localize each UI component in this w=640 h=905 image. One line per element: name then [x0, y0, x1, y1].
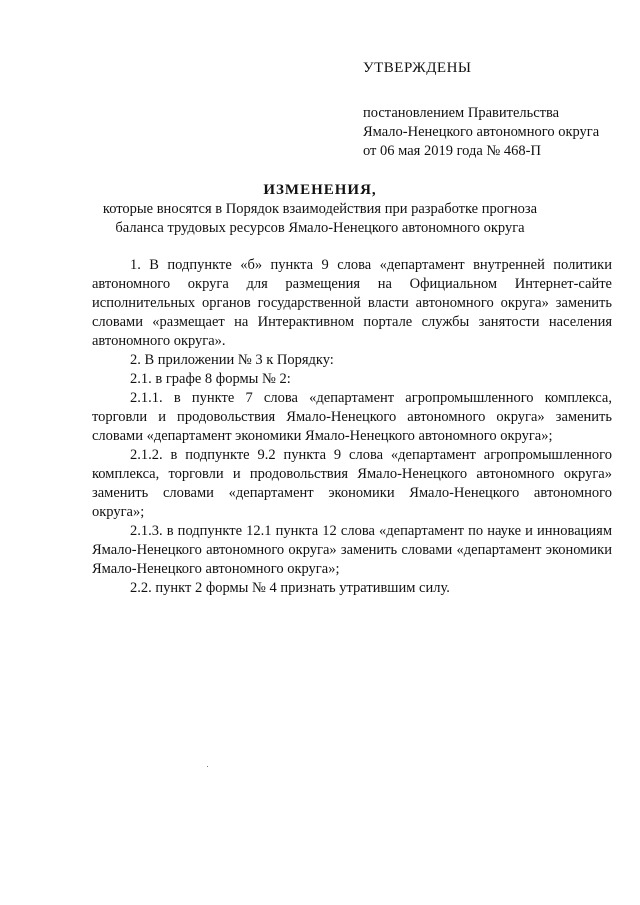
- paragraph-2-2: 2.2. пункт 2 формы № 4 признать утратившим силу.: [130, 580, 450, 596]
- paragraph-2-1-3: 2.1.3. в подпункте 12.1 пункта 12 слова «департамент по науке и инновациям Ямало-Ненецкого автономного округа» заменить словами «департамент экономики Ямало-Ненецкого автономного округа»;: [92, 523, 612, 577]
- document-subtitle-line-1: которые вносятся в Порядок взаимодействия при разработке прогноза: [102, 201, 538, 217]
- paragraph-2-1-1: 2.1.1. в пункте 7 слова «департамент агропромышленного комплекса, торговли и продовольствия Ямало-Ненецкого автономного округа» заменить словами «департамент экономики Ямало-Ненецкого автономного округа»;: [92, 390, 612, 444]
- approval-line-3: от 06 мая 2019 года № 468-П: [363, 143, 541, 159]
- approval-heading: УТВЕРЖДЕНЫ: [363, 60, 472, 76]
- approval-line-1: постановлением Правительства: [363, 105, 560, 121]
- document-body: [92, 256, 612, 598]
- title-block: [95, 180, 545, 238]
- scan-speck: [207, 766, 208, 767]
- paragraph-1: 1. В подпункте «б» пункта 9 слова «департамент внутренней политики автономного округа для размещения на Официальном Интернет-сайте исполнительных органов государственной власти автономного округа» заменить словами «размещает на Интерактивном портале службы занятости населения автономного округа».: [92, 257, 612, 349]
- paragraph-2-1: 2.1. в графе 8 формы № 2:: [130, 371, 291, 387]
- document-title: ИЗМЕНЕНИЯ,: [263, 182, 377, 198]
- approval-line-2: Ямало-Ненецкого автономного округа: [363, 124, 600, 140]
- paragraph-2-1-2: 2.1.2. в подпункте 9.2 пункта 9 слова «департамент агропромышленного комплекса, торговли и продовольствия Ямало-Ненецкого автономного округа» заменить словами «департамент экономики Ямало-Ненецкого автономного округа»;: [92, 447, 612, 520]
- approval-stamp: [363, 58, 613, 161]
- paragraph-2: 2. В приложении № 3 к Порядку:: [130, 352, 334, 368]
- document-subtitle-line-2: баланса трудовых ресурсов Ямало-Ненецкого автономного округа: [115, 220, 525, 236]
